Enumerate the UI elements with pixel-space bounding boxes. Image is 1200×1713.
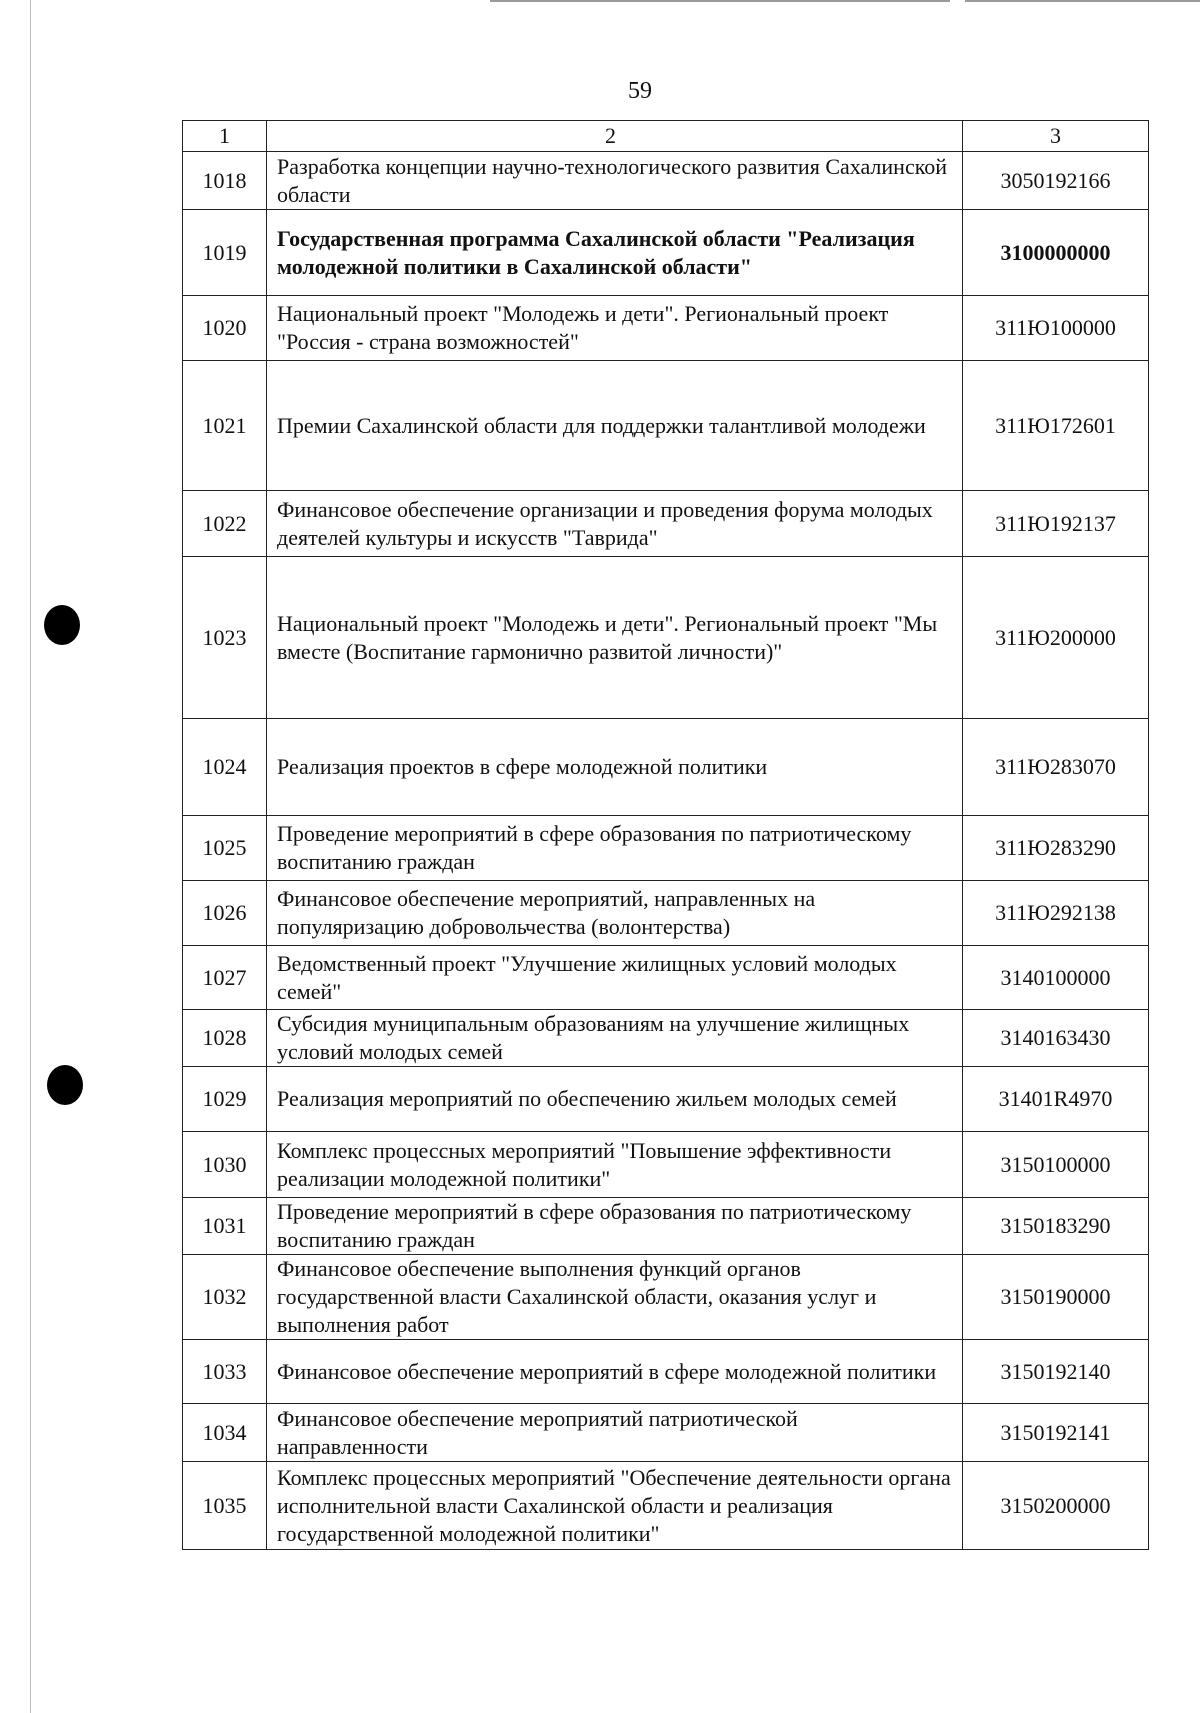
row-number: 1033 — [183, 1340, 267, 1404]
table-row — [183, 1198, 1149, 1255]
row-code: 311Ю292138 — [963, 881, 1149, 946]
row-name: Финансовое обеспечение мероприятий, направленных на популяризацию добровольчества (волонтерства) — [267, 881, 963, 946]
row-name: Национальный проект "Молодежь и дети". Региональный проект "Мы вместе (Воспитание гармонично развитой личности)" — [267, 557, 963, 719]
row-code: 311Ю200000 — [963, 557, 1149, 719]
row-name: Финансовое обеспечение выполнения функций органов государственной власти Сахалинской области, оказания услуг и выполнения работ — [267, 1255, 963, 1340]
table-row — [183, 1404, 1149, 1462]
row-name: Комплекс процессных мероприятий "Повышение эффективности реализации молодежной политики" — [267, 1132, 963, 1198]
table-row — [183, 1255, 1149, 1340]
row-number: 1019 — [183, 210, 267, 296]
scan-artifact-left-edge — [30, 0, 31, 1713]
row-name: Финансовое обеспечение мероприятий в сфере молодежной политики — [267, 1340, 963, 1404]
row-number: 1024 — [183, 719, 267, 816]
table-row — [183, 719, 1149, 816]
table-row — [183, 1462, 1149, 1550]
row-code: 3100000000 — [963, 210, 1149, 296]
table-row — [183, 881, 1149, 946]
table-row — [183, 361, 1149, 491]
row-code: 3150192140 — [963, 1340, 1149, 1404]
table-row — [183, 1340, 1149, 1404]
row-code: 3150100000 — [963, 1132, 1149, 1198]
table-row — [183, 296, 1149, 361]
row-name: Реализация проектов в сфере молодежной политики — [267, 719, 963, 816]
row-code: 311Ю100000 — [963, 296, 1149, 361]
row-number: 1023 — [183, 557, 267, 719]
row-name: Ведомственный проект "Улучшение жилищных условий молодых семей" — [267, 946, 963, 1010]
row-code: 3150190000 — [963, 1255, 1149, 1340]
row-number: 1021 — [183, 361, 267, 491]
table-row — [183, 210, 1149, 296]
row-code: 311Ю283290 — [963, 816, 1149, 881]
table-row — [183, 1067, 1149, 1132]
row-code: 3050192166 — [963, 152, 1149, 210]
table-row — [183, 816, 1149, 881]
row-number: 1025 — [183, 816, 267, 881]
scan-artifact-top-line-right — [965, 0, 1200, 2]
header-cell-code: 3 — [963, 121, 1149, 152]
row-name: Разработка концепции научно-технологического развития Сахалинской области — [267, 152, 963, 210]
row-code: 311Ю283070 — [963, 719, 1149, 816]
row-number: 1034 — [183, 1404, 267, 1462]
page-number: 59 — [628, 78, 652, 104]
row-name: Субсидия муниципальным образованиям на улучшение жилищных условий молодых семей — [267, 1010, 963, 1067]
table-row — [183, 491, 1149, 557]
row-code: 31401R4970 — [963, 1067, 1149, 1132]
header-cell-number: 1 — [183, 121, 267, 152]
row-name: Финансовое обеспечение организации и проведения форума молодых деятелей культуры и искусств "Таврида" — [267, 491, 963, 557]
row-number: 1031 — [183, 1198, 267, 1255]
row-name: Финансовое обеспечение мероприятий патриотической направленности — [267, 1404, 963, 1462]
row-code: 3140163430 — [963, 1010, 1149, 1067]
table-row — [183, 557, 1149, 719]
table-row — [183, 1132, 1149, 1198]
row-code: 3150183290 — [963, 1198, 1149, 1255]
header-cell-name: 2 — [267, 121, 963, 152]
row-number: 1022 — [183, 491, 267, 557]
row-name: Премии Сахалинской области для поддержки талантливой молодежи — [267, 361, 963, 491]
table-header-row — [183, 121, 1149, 152]
row-code: 311Ю172601 — [963, 361, 1149, 491]
row-number: 1032 — [183, 1255, 267, 1340]
row-number: 1027 — [183, 946, 267, 1010]
row-name: Национальный проект "Молодежь и дети". Региональный проект "Россия - страна возможностей" — [267, 296, 963, 361]
row-name: Комплекс процессных мероприятий "Обеспечение деятельности органа исполнительной власти Сахалинской области и реализация государственной молодежной политики" — [267, 1462, 963, 1550]
row-number: 1020 — [183, 296, 267, 361]
row-number: 1028 — [183, 1010, 267, 1067]
row-code: 3150192141 — [963, 1404, 1149, 1462]
row-number: 1018 — [183, 152, 267, 210]
table-row — [183, 1010, 1149, 1067]
scan-artifact-top-line — [490, 0, 950, 2]
row-name: Проведение мероприятий в сфере образования по патриотическому воспитанию граждан — [267, 816, 963, 881]
punch-hole-lower — [47, 1065, 83, 1105]
row-number: 1026 — [183, 881, 267, 946]
row-number: 1030 — [183, 1132, 267, 1198]
row-name: Проведение мероприятий в сфере образования по патриотическому воспитанию граждан — [267, 1198, 963, 1255]
row-code: 3150200000 — [963, 1462, 1149, 1550]
row-code: 311Ю192137 — [963, 491, 1149, 557]
budget-code-table — [182, 120, 1149, 1550]
table-row — [183, 946, 1149, 1010]
row-number: 1035 — [183, 1462, 267, 1550]
table-row — [183, 152, 1149, 210]
row-name: Реализация мероприятий по обеспечению жильем молодых семей — [267, 1067, 963, 1132]
row-number: 1029 — [183, 1067, 267, 1132]
row-name: Государственная программа Сахалинской области "Реализация молодежной политики в Сахалинской области" — [267, 210, 963, 296]
row-code: 3140100000 — [963, 946, 1149, 1010]
punch-hole-upper — [44, 605, 80, 645]
